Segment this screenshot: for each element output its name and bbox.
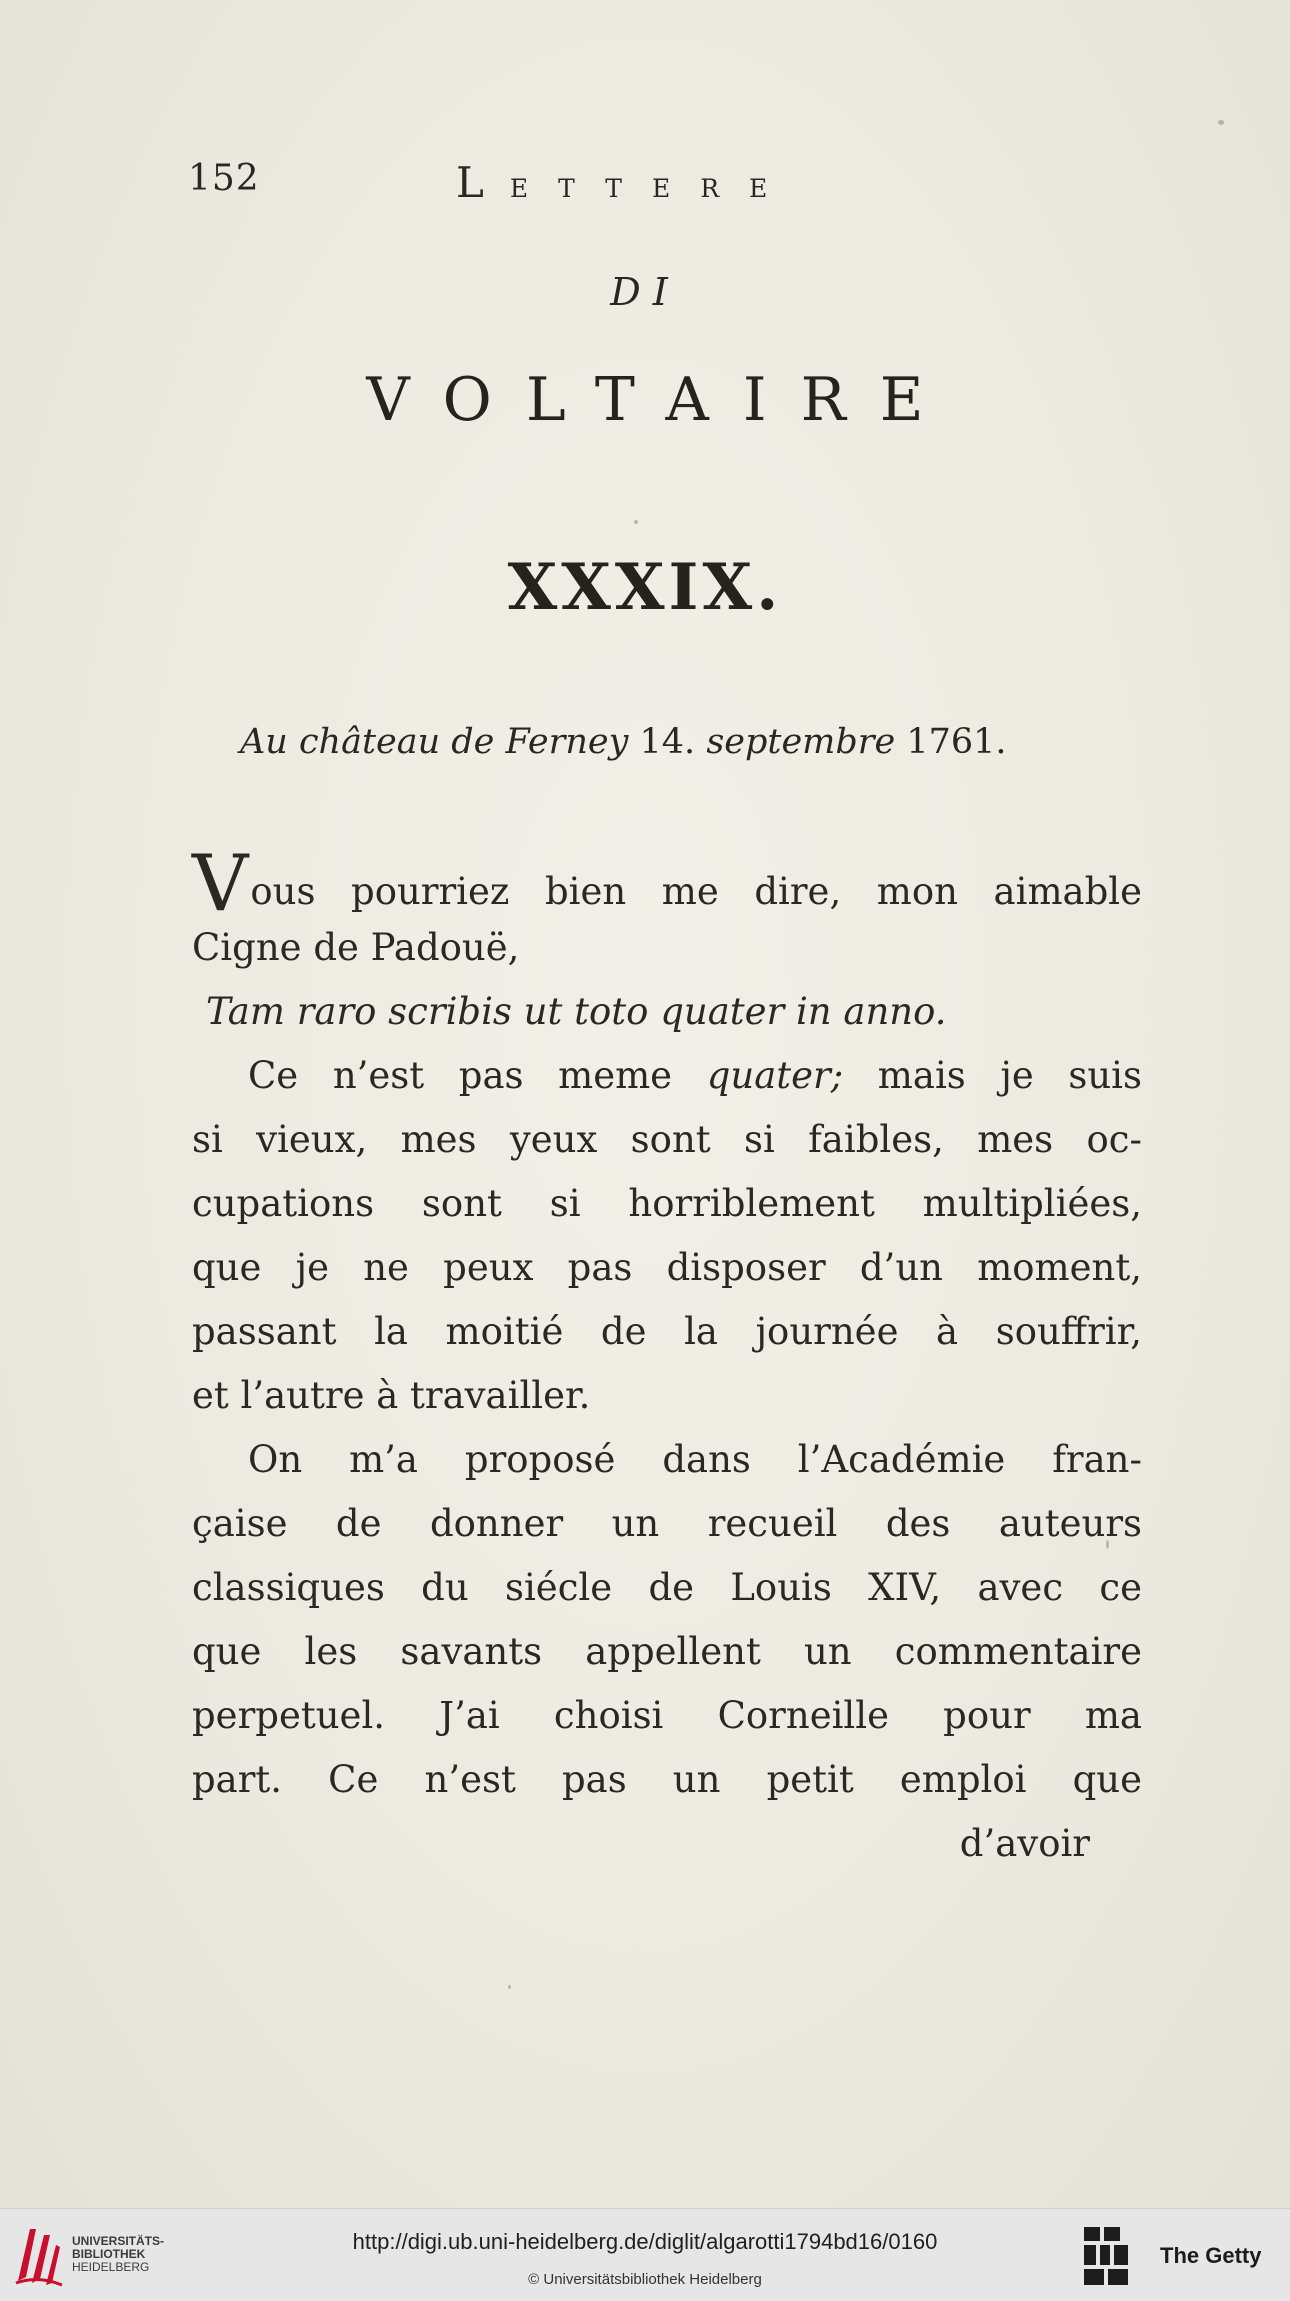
paragraph-3 <box>192 1428 1142 1812</box>
text-line: part. Ce n’est pas un petit emploi que <box>192 1758 1142 1801</box>
dateline-year: 1761. <box>906 722 1007 762</box>
text-line <box>192 1044 1142 1108</box>
running-title <box>456 158 797 207</box>
page-number: 152 <box>188 158 260 199</box>
running-header <box>188 158 908 208</box>
text-line: que je ne peux pas disposer d’un moment, <box>192 1246 1142 1289</box>
text-line: et l’autre à travailler. <box>192 1374 591 1417</box>
text-line: si vieux, mes yeux sont si faibles, mes oc- <box>192 1118 1142 1161</box>
text-fragment: Ce n’est pas meme <box>248 1054 707 1097</box>
letter-number: XXXIX. <box>507 550 783 625</box>
text-line: classiques du siécle de Louis XIV, avec ce <box>192 1566 1142 1609</box>
text-line: cupations sont si horriblement multipliées, <box>192 1182 1142 1225</box>
library-name-line: UNIVERSITÄTS- <box>72 2234 165 2248</box>
library-name-line: BIBLIOTHEK <box>72 2247 146 2261</box>
dateline-day: 14. <box>639 722 696 762</box>
text-line: Cigne de Padouë, <box>192 926 520 969</box>
text-line: çaise de donner un recueil des auteurs <box>192 1502 1142 1545</box>
dateline-place: Au château de Ferney <box>240 722 629 762</box>
paper-speck <box>508 1985 511 1989</box>
catchword: d’avoir <box>959 1822 1090 1865</box>
text-line: On m’a proposé dans l’Académie fran- <box>248 1438 1142 1481</box>
letter-body <box>192 839 1142 1876</box>
getty-label: The Getty <box>1160 2243 1262 2268</box>
paper-speck <box>634 520 638 524</box>
dateline-month: septembre <box>706 722 896 762</box>
library-name-line: HEIDELBERG <box>72 2260 150 2274</box>
paragraph-2 <box>192 1044 1142 1428</box>
title-di: DI <box>610 270 680 314</box>
getty-logo-icon <box>1084 2227 1140 2287</box>
title-author: VOLTAIRE <box>366 365 958 435</box>
paper-speck <box>1218 120 1224 125</box>
text-fragment: mais je suis <box>843 1054 1142 1097</box>
text-line: perpetuel. J’ai choisi Corneille pour ma <box>192 1694 1142 1737</box>
copyright-notice: © Universitätsbibliothek Heidelberg <box>528 2271 762 2288</box>
viewer-footer <box>0 2208 1290 2301</box>
text-line <box>192 839 1142 929</box>
text-fragment-italic: quater; <box>706 1054 844 1097</box>
permalink-url[interactable]: http://digi.ub.uni-heidelberg.de/diglit/algarotti1794bd16/0160 <box>352 2229 938 2254</box>
latin-quote: Tam raro scribis ut toto quater in anno. <box>206 990 947 1033</box>
paragraph-1 <box>192 839 1142 980</box>
text-line: que les savants appellent un commentaire <box>192 1630 1142 1673</box>
running-title-rest: ETTERE <box>509 174 798 203</box>
dateline <box>240 722 1140 762</box>
drop-cap: V <box>192 839 249 929</box>
running-title-initial: L <box>456 158 484 207</box>
text-line: passant la moitié de la journée à souffrir, <box>192 1310 1142 1353</box>
text-line-rest: ous pourriez bien me dire, mon aimable <box>250 870 1142 913</box>
